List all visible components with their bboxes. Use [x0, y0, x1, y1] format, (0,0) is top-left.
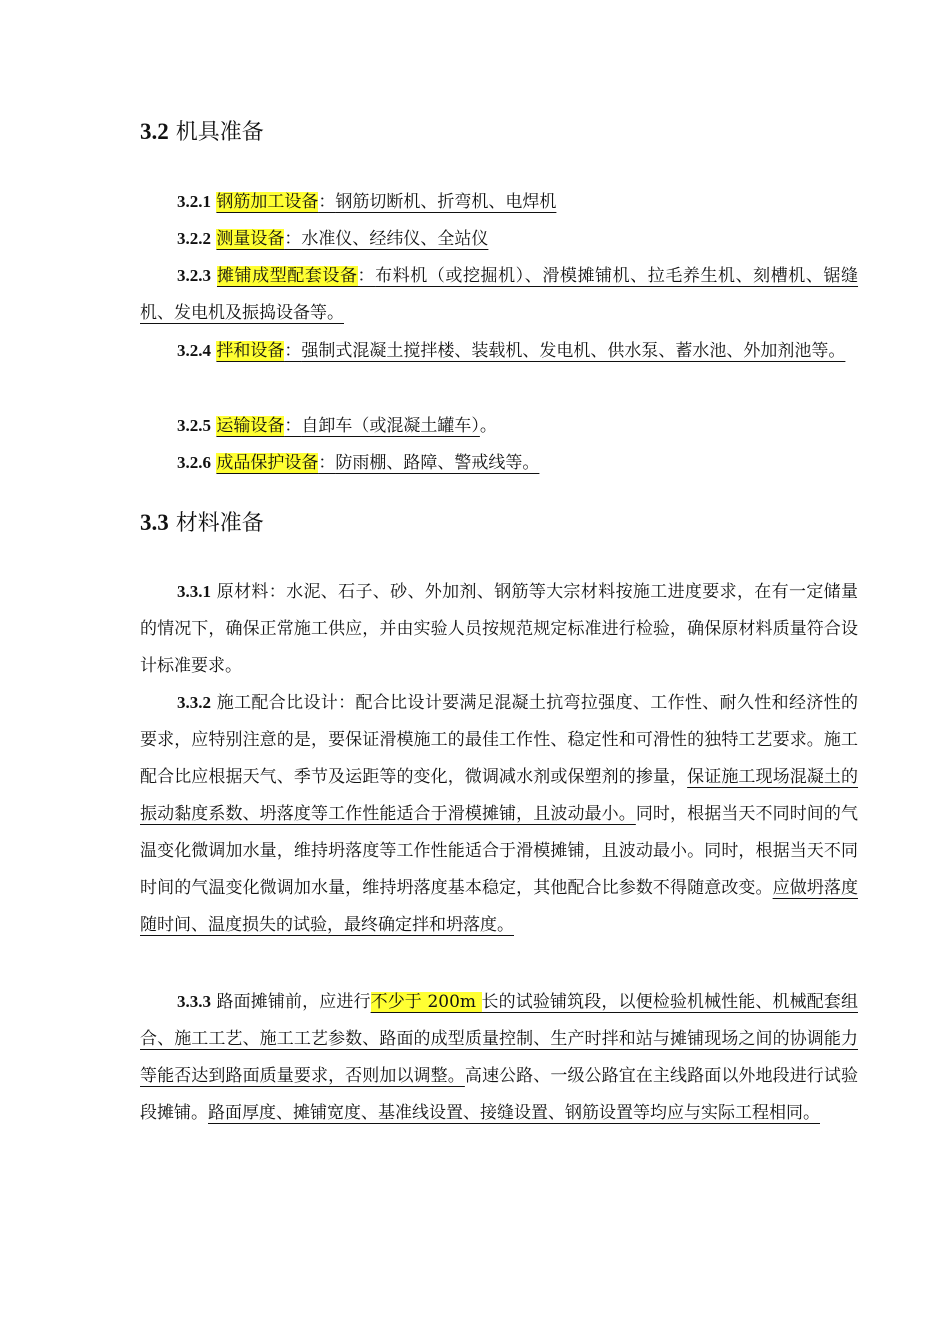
item-label: 成品保护设备	[216, 453, 319, 473]
section-title: 材料准备	[175, 511, 264, 536]
section-number: 3.2	[140, 119, 169, 144]
section-number: 3.3	[140, 510, 169, 535]
item-label: 测量设备	[216, 229, 285, 249]
highlighted-text: 不少于 200m	[370, 992, 482, 1012]
paragraph-3-3-3: 3.3.3 路面摊铺前，应进行不少于 200m 长的试验铺筑段，以便检验机械性能、机械配套组合、施工工艺、施工工艺参数、路面的成型质量控制、生产时拌和站与摊铺现场之间的协调能力等能否达到路面质量要求，否则加以调整。高速公路、一级公路宜在主线路面以外地段进行试验段摊铺。路面厚度、摊铺宽度、基准线设置、接缝设置、钢筋设置等均应与实际工程相同。	[140, 992, 859, 1123]
item-label: 拌和设备	[216, 341, 285, 361]
section-title: 机具准备	[175, 120, 264, 145]
section-heading-3-3	[140, 508, 264, 539]
underlined-text: 路面厚度、摊铺宽度、基准线设置、接缝设置、钢筋设置等均应与实际工程相同。	[208, 1103, 820, 1123]
item-3-2-5: 3.2.5 运输设备：自卸车（或混凝土罐车）。	[177, 416, 497, 436]
item-label: 钢筋加工设备	[216, 192, 319, 212]
item-3-2-1: 3.2.1 钢筋加工设备：钢筋切断机、折弯机、电焊机	[177, 192, 557, 212]
item-label: 运输设备	[216, 416, 285, 436]
paragraph-number: 3.3.1	[177, 582, 211, 601]
item-text: 钢筋切断机、折弯机、电焊机	[335, 192, 557, 212]
section-heading-3-2	[140, 117, 264, 148]
item-3-2-3: 3.2.3 摊铺成型配套设备：布料机（或挖掘机）、滑模摊铺机、拉毛养生机、刻槽机、锯缝机、发电机及振捣设备等。	[140, 266, 859, 323]
underlined-text: 保证施工现场混凝土的振动黏度系数、坍落度等工作性能适合于滑模摊铺，且波动最小。	[140, 767, 859, 824]
item-number: 3.2.6	[177, 453, 211, 472]
item-3-2-4: 3.2.4 拌和设备：强制式混凝土搅拌楼、装载机、发电机、供水泵、蓄水池、外加剂池等。	[177, 341, 846, 361]
item-number: 3.2.3	[177, 266, 211, 285]
item-number: 3.2.1	[177, 192, 211, 211]
item-text: 水准仪、经纬仪、全站仪	[301, 229, 489, 249]
item-number: 3.2.2	[177, 229, 211, 248]
item-3-2-6: 3.2.6 成品保护设备：防雨棚、路障、警戒线等。	[177, 453, 540, 473]
paragraph-text: 原材料：水泥、石子、砂、外加剂、钢筋等大宗材料按施工进度要求，在有一定储量的情况下，确保正常施工供应，并由实验人员按规范规定标准进行检验，确保原材料质量符合设计标准要求。	[140, 582, 858, 676]
paragraph-number: 3.3.3	[177, 992, 211, 1011]
item-text: 防雨棚、路障、警戒线等。	[335, 453, 540, 473]
item-text: 自卸车（或混凝土罐车）	[301, 416, 480, 436]
paragraph-3-3-1	[140, 573, 858, 685]
paragraph-number: 3.3.2	[177, 693, 211, 712]
item-number: 3.2.4	[177, 341, 211, 360]
underlined-text: 应做坍落度随时间、温度损失的试验，最终确定拌和坍落度。	[140, 878, 858, 935]
item-text: 强制式混凝土搅拌楼、装载机、发电机、供水泵、蓄水池、外加剂池等。	[301, 341, 846, 361]
paragraph-3-3-2: 3.3.2 施工配合比设计：配合比设计要满足混凝土抗弯拉强度、工作性、耐久性和经济性的要求，应特别注意的是，要保证滑模施工的最佳工作性、稳定性和可滑性的独特工艺要求。施工配合比应根据天气、季节及运距等的变化，微调减水剂或保塑剂的掺量，保证施工现场混凝土的振动黏度系数、坍落度等工作性能适合于滑模摊铺，且波动最小。同时，根据当天不同时间的气温变化微调加水量，维持坍落度等工作性能适合于滑模摊铺，且波动最小。同时，根据当天不同时间的气温变化微调加水量，维持坍落度基本稳定，其他配合比参数不得随意改变。应做坍落度随时间、温度损失的试验，最终确定拌和坍落度。	[140, 693, 859, 935]
item-number: 3.2.5	[177, 416, 211, 435]
item-3-2-2: 3.2.2 测量设备：水准仪、经纬仪、全站仪	[177, 229, 489, 249]
item-label: 摊铺成型配套设备	[216, 266, 358, 286]
item-text: 布料机（或挖掘机）、滑模摊铺机、拉毛养生机、刻槽机、锯缝机、发电机及振捣设备等。	[140, 266, 859, 323]
